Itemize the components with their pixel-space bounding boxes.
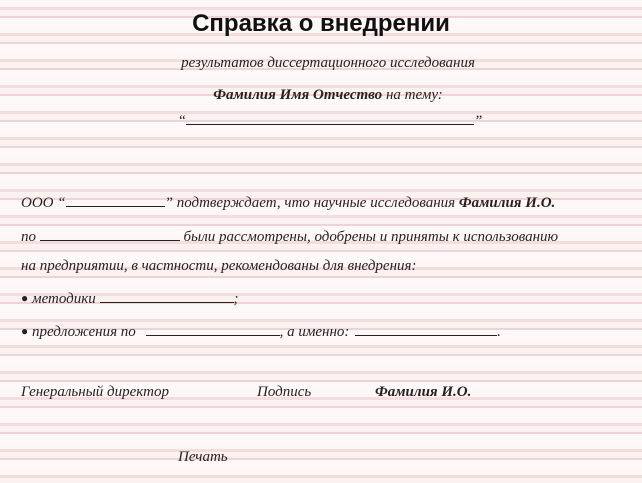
paragraph-line-1	[21, 193, 555, 212]
author-name: Фамилия Имя Отчество	[213, 87, 383, 103]
list-item-middle: , а именно:	[279, 324, 350, 340]
document-subtitle: результатов диссертационного исследования	[181, 55, 475, 71]
signature-name: Фамилия И.О.	[375, 384, 472, 400]
paragraph-line-2	[21, 227, 558, 246]
list-item-label: методики	[32, 291, 96, 307]
list-item-proposals	[21, 322, 501, 341]
document-title: Справка о внедрении	[192, 10, 450, 37]
proposals-blank	[146, 322, 280, 336]
bullet-icon: ●	[21, 291, 29, 305]
theme-open-quote: “	[177, 113, 186, 129]
list-item-end: ;	[233, 291, 239, 307]
line1-text: подтверждает, что научные исследования	[176, 195, 456, 211]
details-blank	[355, 322, 497, 336]
bullet-icon: ●	[21, 324, 29, 338]
author-line	[0, 87, 642, 104]
org-open-quote: “	[57, 195, 66, 211]
theme-label: на тему:	[385, 87, 443, 103]
stamp-label: Печать	[178, 449, 228, 465]
theme-blank	[186, 111, 474, 125]
signature-label: Подпись	[257, 384, 312, 400]
signature-position: Генеральный директор	[21, 384, 169, 400]
org-close-quote: ”	[164, 195, 173, 211]
researcher-name: Фамилия И.О.	[458, 195, 556, 211]
org-prefix: ООО	[21, 195, 54, 211]
line2-prefix: по	[21, 229, 36, 245]
field-blank	[40, 227, 180, 241]
paragraph-line-3: на предприятии, в частности, рекомендованы для внедрения:	[21, 258, 417, 274]
methods-blank	[100, 289, 234, 303]
line2-text: были рассмотрены, одобрены и приняты к использованию	[183, 229, 559, 245]
theme-close-quote: ”	[474, 113, 483, 129]
theme-line	[0, 111, 642, 130]
list-item-methods	[21, 289, 239, 308]
org-name-blank	[66, 193, 165, 207]
list-item-label: предложения по	[32, 324, 136, 340]
list-item-end: .	[497, 324, 501, 340]
